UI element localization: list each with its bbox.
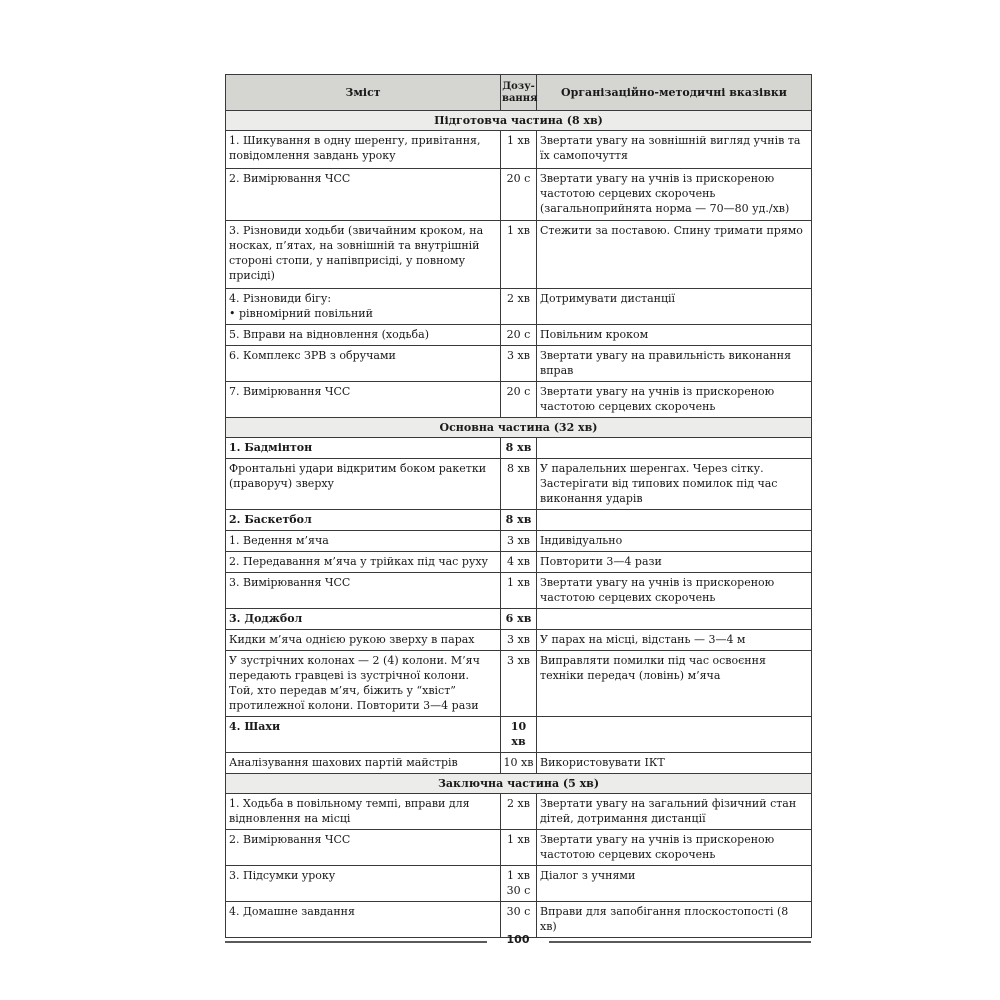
- row-content: 1. Бадмінтон: [226, 438, 501, 459]
- row-content: 7. Вимірювання ЧСС: [226, 382, 501, 418]
- row-note: [537, 609, 812, 630]
- row-content-text: 4. Різновиди бігу:: [229, 292, 332, 305]
- bullet-item: • рівномірний повільний: [229, 306, 497, 321]
- row-content: 4. Шахи: [226, 717, 501, 753]
- row-dose: 4 хв: [501, 552, 537, 573]
- row-note: [537, 438, 812, 459]
- row-content: 6. Комплекс ЗРВ з обручами: [226, 346, 501, 382]
- row-note: Звертати увагу на зовнішній вигляд учнів та їх самопочуття: [537, 131, 812, 169]
- table-row: [226, 552, 812, 573]
- row-dose: 20 с: [501, 169, 537, 221]
- row-dose: 10 хв: [501, 753, 537, 774]
- table-row: [226, 221, 812, 289]
- row-dose: 3 хв: [501, 651, 537, 717]
- header-dosage: [501, 75, 537, 111]
- row-dose: 1 хв: [501, 573, 537, 609]
- row-content: 3. Доджбол: [226, 609, 501, 630]
- table-row: [226, 459, 812, 510]
- table-row: [226, 830, 812, 866]
- table-row: [226, 630, 812, 651]
- footer-rule-right: [549, 941, 811, 943]
- lesson-plan-page: [225, 74, 811, 938]
- section-row-prep: [226, 111, 812, 131]
- table-row: [226, 794, 812, 830]
- row-note: У паралельних шеренгах. Через сітку. Застерігати від типових помилок під час виконання ударів: [537, 459, 812, 510]
- row-note: Звертати увагу на учнів із прискореною частотою серцевих скорочень (загальноприйнята норма — 70—80 уд./хв): [537, 169, 812, 221]
- table-row: [226, 438, 812, 459]
- row-dose: 8 хв: [501, 510, 537, 531]
- table-row: [226, 325, 812, 346]
- section-title: Підготовча частина (8 хв): [226, 111, 812, 131]
- section-row-final: [226, 774, 812, 794]
- row-content: 3. Підсумки уроку: [226, 866, 501, 902]
- row-content: У зустрічних колонах — 2 (4) колони. М’яч передають гравцеві із зустрічної колони. Той, хто передав м’яч, біжить у “хвіст” протилежної колони. Повторити 3—4 рази: [226, 651, 501, 717]
- header-content: Зміст: [226, 75, 501, 111]
- table-row: [226, 609, 812, 630]
- row-dose: 8 хв: [501, 438, 537, 459]
- row-dose: 1 хв: [501, 131, 537, 169]
- table-row: [226, 717, 812, 753]
- page-number: 100: [506, 933, 530, 946]
- row-dose: 6 хв: [501, 609, 537, 630]
- row-note: Звертати увагу на загальний фізичний стан дітей, дотримання дистанції: [537, 794, 812, 830]
- table-row: [226, 753, 812, 774]
- page-footer: [225, 932, 811, 952]
- row-note: Дотримувати дистанції: [537, 289, 812, 325]
- row-dose: 20 с: [501, 382, 537, 418]
- row-dose: 1 хв: [501, 830, 537, 866]
- row-note: У парах на місці, відстань — 3—4 м: [537, 630, 812, 651]
- table-row: [226, 531, 812, 552]
- row-note: Повторити 3—4 рази: [537, 552, 812, 573]
- row-note: Виправляти помилки під час освоєння техніки передач (ловінь) м’яча: [537, 651, 812, 717]
- row-dose: 8 хв: [501, 459, 537, 510]
- table-row: [226, 573, 812, 609]
- row-note: Звертати увагу на учнів із прискореною частотою серцевих скорочень: [537, 573, 812, 609]
- row-note: Використовувати ІКТ: [537, 753, 812, 774]
- row-dose: 3 хв: [501, 346, 537, 382]
- row-dose: 2 хв: [501, 289, 537, 325]
- row-content: 1. Ходьба в повільному темпі, вправи для відновлення на місці: [226, 794, 501, 830]
- table-row: [226, 866, 812, 902]
- row-note: Вправи для запобігання плоскостопості (8 хв): [537, 902, 812, 938]
- row-note: Звертати увагу на учнів із прискореною частотою серцевих скорочень: [537, 830, 812, 866]
- table-row: [226, 169, 812, 221]
- row-content: 1. Шикування в одну шеренгу, привітання, повідомлення завдань уроку: [226, 131, 501, 169]
- row-dose: 3 хв: [501, 630, 537, 651]
- row-dose: 1 хв 30 с: [501, 866, 537, 902]
- row-content: 5. Вправи на відновлення (ходьба): [226, 325, 501, 346]
- row-note: [537, 510, 812, 531]
- row-note: Звертати увагу на правильність виконання вправ: [537, 346, 812, 382]
- section-title: Заключна частина (5 хв): [226, 774, 812, 794]
- table-row: [226, 289, 812, 325]
- row-content: 2. Баскетбол: [226, 510, 501, 531]
- header-guidance: Організаційно-методичні вказівки: [537, 75, 812, 111]
- row-content: 3. Вимірювання ЧСС: [226, 573, 501, 609]
- row-note: Діалог з учнями: [537, 866, 812, 902]
- row-content: 2. Вимірювання ЧСС: [226, 169, 501, 221]
- table-row: [226, 651, 812, 717]
- row-dose: 2 хв: [501, 794, 537, 830]
- row-content: [226, 289, 501, 325]
- row-content: Фронтальні удари відкритим боком ракетки (праворуч) зверху: [226, 459, 501, 510]
- row-dose: 30 с: [501, 902, 537, 938]
- row-note: [537, 717, 812, 753]
- header-dosage-text: Дозу- вання: [502, 80, 538, 104]
- row-content: 4. Домашне завдання: [226, 902, 501, 938]
- row-content: Аналізування шахових партій майстрів: [226, 753, 501, 774]
- row-note: Індивідуально: [537, 531, 812, 552]
- section-row-main: [226, 418, 812, 438]
- lesson-plan-table: [225, 74, 812, 938]
- row-dose: 10 хв: [501, 717, 537, 753]
- table-row: [226, 382, 812, 418]
- row-content: 2. Передавання м’яча у трійках під час руху: [226, 552, 501, 573]
- row-dose: 1 хв: [501, 221, 537, 289]
- table-row: [226, 131, 812, 169]
- row-note: Повільним кроком: [537, 325, 812, 346]
- row-content: 2. Вимірювання ЧСС: [226, 830, 501, 866]
- row-content: 1. Ведення м’яча: [226, 531, 501, 552]
- row-dose: 20 с: [501, 325, 537, 346]
- row-content: Кидки м’яча однією рукою зверху в парах: [226, 630, 501, 651]
- table-row: [226, 510, 812, 531]
- row-dose: 3 хв: [501, 531, 537, 552]
- table-row: [226, 346, 812, 382]
- row-note: Звертати увагу на учнів із прискореною частотою серцевих скорочень: [537, 382, 812, 418]
- section-title: Основна частина (32 хв): [226, 418, 812, 438]
- row-content: 3. Різновиди ходьби (звичайним кроком, на носках, п’ятах, на зовнішній та внутрішній стороні стопи, у напівприсіді, у повному присіді): [226, 221, 501, 289]
- table-header-row: [226, 75, 812, 111]
- row-note: Стежити за поставою. Спину тримати прямо: [537, 221, 812, 289]
